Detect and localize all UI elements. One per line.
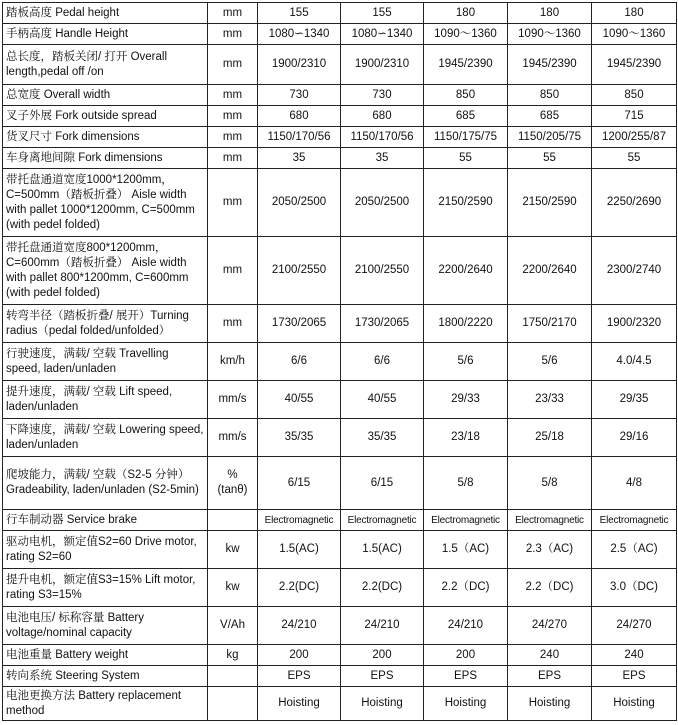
spec-table (2, 2, 677, 721)
spec-value: 2.2(DC) (258, 569, 341, 607)
spec-label: 总长度，踏板关闭/ 打开 Overall length,pedal off /on (3, 45, 208, 85)
spec-value: Hoisting (592, 687, 677, 721)
spec-value: 2250/2690 (592, 169, 677, 237)
spec-label: 行车制动器 Service brake (3, 510, 208, 531)
spec-value: 200 (258, 645, 341, 666)
spec-value: 29/35 (592, 381, 677, 419)
spec-unit: mm (208, 3, 258, 24)
spec-value: 1945/2390 (508, 45, 592, 85)
spec-value: 2150/2590 (508, 169, 592, 237)
spec-row (3, 106, 677, 127)
spec-label: 驱动电机，额定值S2=60 Drive motor, rating S2=60 (3, 531, 208, 569)
spec-label: 提升速度，满载/ 空载 Lift speed, laden/unladen (3, 381, 208, 419)
spec-value: 730 (258, 85, 341, 106)
spec-value: Hoisting (424, 687, 508, 721)
spec-value: 4.0/4.5 (592, 343, 677, 381)
spec-value: 35 (258, 148, 341, 169)
spec-value: 1945/2390 (424, 45, 508, 85)
spec-value: 5/6 (508, 343, 592, 381)
spec-unit: mm/s (208, 419, 258, 457)
spec-label: 电池更换方法 Battery replacement method (3, 687, 208, 721)
spec-label: 电池电压/ 标称容量 Battery voltage/nominal capacity (3, 607, 208, 645)
spec-label: 手柄高度 Handle Height (3, 24, 208, 45)
spec-value: 1800/2220 (424, 305, 508, 343)
spec-value: 850 (424, 85, 508, 106)
spec-value: 730 (341, 85, 424, 106)
spec-unit: mm (208, 169, 258, 237)
spec-table-body (3, 3, 677, 721)
spec-value: 1090～1360 (592, 24, 677, 45)
spec-row (3, 645, 677, 666)
spec-value: 35/35 (341, 419, 424, 457)
spec-value: Electromagnetic (592, 510, 677, 531)
spec-value: 1900/2310 (258, 45, 341, 85)
spec-value: 680 (341, 106, 424, 127)
spec-value: 55 (508, 148, 592, 169)
spec-row (3, 457, 677, 510)
spec-value: 180 (592, 3, 677, 24)
spec-value: 55 (424, 148, 508, 169)
spec-row (3, 169, 677, 237)
spec-value: 680 (258, 106, 341, 127)
spec-value: 2200/2640 (424, 237, 508, 305)
spec-value: 1080∽1340 (341, 24, 424, 45)
spec-row (3, 687, 677, 721)
spec-value: 4/8 (592, 457, 677, 510)
spec-value: 850 (592, 85, 677, 106)
spec-value: 23/18 (424, 419, 508, 457)
spec-value: 40/55 (258, 381, 341, 419)
spec-unit: % (tanθ) (208, 457, 258, 510)
spec-label: 总宽度 Overall width (3, 85, 208, 106)
spec-row (3, 85, 677, 106)
spec-value: 850 (508, 85, 592, 106)
spec-value: Electromagnetic (258, 510, 341, 531)
spec-value: 6/6 (258, 343, 341, 381)
spec-value: 6/6 (341, 343, 424, 381)
spec-row (3, 305, 677, 343)
spec-value: EPS (424, 666, 508, 687)
spec-label: 带托盘通道宽度800*1200mm，C=600mm（踏板折叠） Aisle width with pallet 800*1200mm, C=600mm (with pedel folded) (3, 237, 208, 305)
spec-value: 24/210 (424, 607, 508, 645)
spec-value: 240 (508, 645, 592, 666)
spec-unit: mm (208, 45, 258, 85)
spec-unit: mm (208, 127, 258, 148)
spec-row (3, 510, 677, 531)
spec-value: 29/33 (424, 381, 508, 419)
spec-row (3, 666, 677, 687)
spec-value: 1080∽1340 (258, 24, 341, 45)
spec-value: 1750/2170 (508, 305, 592, 343)
spec-row (3, 343, 677, 381)
spec-unit (208, 687, 258, 721)
spec-value: 2.5（AC) (592, 531, 677, 569)
spec-value: 2.2(DC) (341, 569, 424, 607)
spec-value: EPS (592, 666, 677, 687)
spec-value: Electromagnetic (508, 510, 592, 531)
spec-label: 转向系统 Steering System (3, 666, 208, 687)
spec-value: EPS (341, 666, 424, 687)
spec-value: Electromagnetic (424, 510, 508, 531)
spec-value: 240 (592, 645, 677, 666)
spec-row (3, 45, 677, 85)
spec-row (3, 381, 677, 419)
spec-value: 1900/2310 (341, 45, 424, 85)
spec-value: 1945/2390 (592, 45, 677, 85)
spec-value: 2100/2550 (341, 237, 424, 305)
spec-unit: mm (208, 24, 258, 45)
spec-value: 1090～1360 (424, 24, 508, 45)
spec-value: 685 (508, 106, 592, 127)
spec-label: 下降速度，满载/ 空载 Lowering speed, laden/unladen (3, 419, 208, 457)
spec-row (3, 3, 677, 24)
spec-label: 提升电机，额定值S3=15% Lift motor, rating S3=15% (3, 569, 208, 607)
spec-value: 1730/2065 (258, 305, 341, 343)
spec-value: 40/55 (341, 381, 424, 419)
spec-unit: V/Ah (208, 607, 258, 645)
spec-unit: mm/s (208, 381, 258, 419)
spec-unit: kw (208, 531, 258, 569)
spec-value: 155 (258, 3, 341, 24)
spec-value: 2.2（DC) (424, 569, 508, 607)
spec-unit: mm (208, 237, 258, 305)
spec-value: Hoisting (508, 687, 592, 721)
spec-row (3, 569, 677, 607)
spec-value: 2100/2550 (258, 237, 341, 305)
spec-label: 踏板高度 Pedal height (3, 3, 208, 24)
spec-value: 25/18 (508, 419, 592, 457)
spec-value: 5/8 (424, 457, 508, 510)
spec-row (3, 607, 677, 645)
spec-value: 685 (424, 106, 508, 127)
spec-row (3, 148, 677, 169)
spec-row (3, 127, 677, 148)
spec-label: 货叉尺寸 Fork dimensions (3, 127, 208, 148)
spec-unit: mm (208, 106, 258, 127)
spec-unit: mm (208, 305, 258, 343)
spec-value: 1150/205/75 (508, 127, 592, 148)
spec-value: EPS (258, 666, 341, 687)
spec-value: 6/15 (341, 457, 424, 510)
spec-value: 1730/2065 (341, 305, 424, 343)
spec-value: 1150/170/56 (341, 127, 424, 148)
spec-row (3, 237, 677, 305)
spec-value: 29/16 (592, 419, 677, 457)
spec-value: 2200/2640 (508, 237, 592, 305)
spec-value: 5/6 (424, 343, 508, 381)
spec-unit: mm (208, 85, 258, 106)
spec-unit: kw (208, 569, 258, 607)
spec-value: 1200/255/87 (592, 127, 677, 148)
spec-value: Hoisting (258, 687, 341, 721)
spec-value: 23/33 (508, 381, 592, 419)
spec-label: 叉子外展 Fork outside spread (3, 106, 208, 127)
spec-value: 35 (341, 148, 424, 169)
spec-value: 2.2（DC) (508, 569, 592, 607)
spec-value: 1.5(AC) (341, 531, 424, 569)
spec-value: 1900/2320 (592, 305, 677, 343)
spec-value: 1150/170/56 (258, 127, 341, 148)
spec-value: 24/210 (341, 607, 424, 645)
spec-value: 2050/2500 (341, 169, 424, 237)
spec-value: Electromagnetic (341, 510, 424, 531)
spec-value: 1.5(AC) (258, 531, 341, 569)
spec-value: 155 (341, 3, 424, 24)
spec-value: Hoisting (341, 687, 424, 721)
spec-value: 180 (424, 3, 508, 24)
spec-value: 35/35 (258, 419, 341, 457)
spec-value: 1.5（AC) (424, 531, 508, 569)
spec-value: 1090～1360 (508, 24, 592, 45)
spec-value: 2300/2740 (592, 237, 677, 305)
spec-value: 200 (341, 645, 424, 666)
spec-unit (208, 666, 258, 687)
spec-value: 180 (508, 3, 592, 24)
spec-row (3, 24, 677, 45)
spec-value: 24/270 (592, 607, 677, 645)
spec-label: 转弯半径（踏板折叠/ 展开）Turning radius（pedal folded/unfolded） (3, 305, 208, 343)
spec-value: 1150/175/75 (424, 127, 508, 148)
spec-label: 行驶速度，满载/ 空载 Travelling speed, laden/unladen (3, 343, 208, 381)
spec-value: 24/270 (508, 607, 592, 645)
spec-value: 55 (592, 148, 677, 169)
spec-value: 200 (424, 645, 508, 666)
spec-row (3, 531, 677, 569)
spec-value: 715 (592, 106, 677, 127)
spec-unit (208, 510, 258, 531)
spec-value: 2050/2500 (258, 169, 341, 237)
spec-unit: mm (208, 148, 258, 169)
spec-label: 电池重量 Battery weight (3, 645, 208, 666)
spec-unit: km/h (208, 343, 258, 381)
spec-label: 车身离地间隙 Fork dimensions (3, 148, 208, 169)
spec-row (3, 419, 677, 457)
spec-unit: kg (208, 645, 258, 666)
spec-value: 2.3（AC) (508, 531, 592, 569)
spec-value: 5/8 (508, 457, 592, 510)
spec-label: 爬坡能力，满载/ 空载（S2-5 分钟） Gradeability, laden/unladen (S2-5min) (3, 457, 208, 510)
spec-value: 3.0（DC) (592, 569, 677, 607)
spec-label: 带托盘通道宽度1000*1200mm，C=500mm（踏板折叠） Aisle width with pallet 1000*1200mm, C=500mm (with pedel folded) (3, 169, 208, 237)
spec-value: 2150/2590 (424, 169, 508, 237)
spec-value: 6/15 (258, 457, 341, 510)
spec-value: EPS (508, 666, 592, 687)
spec-value: 24/210 (258, 607, 341, 645)
